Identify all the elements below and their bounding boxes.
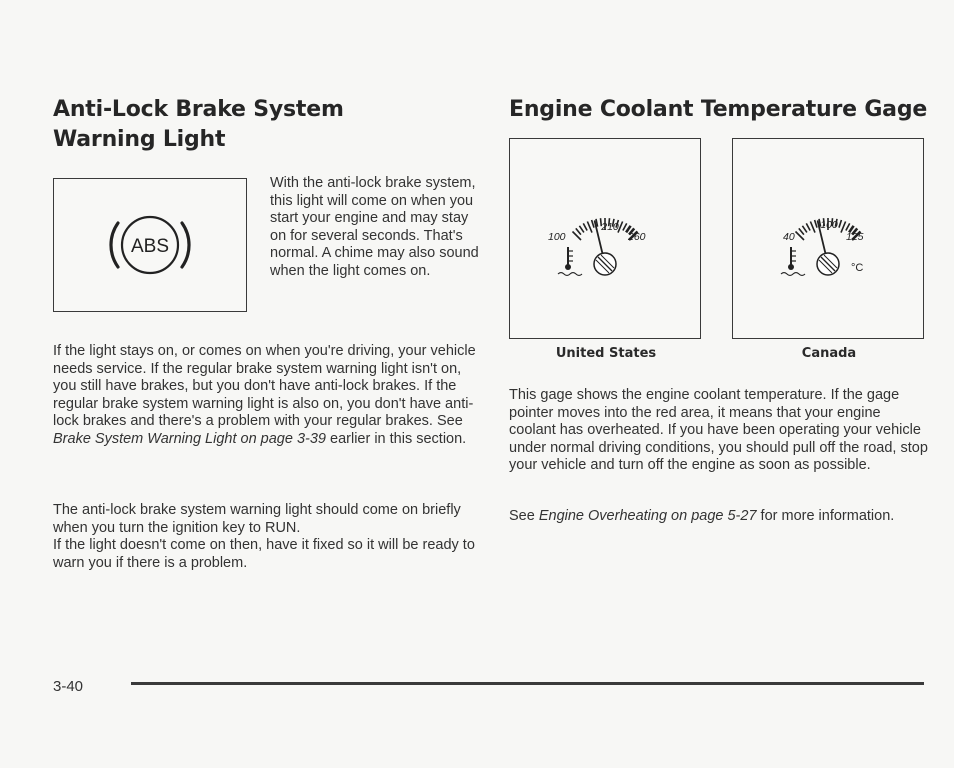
coolant-paragraph-2-end: for more information.: [756, 508, 895, 524]
coolant-gage-canada-dial: [733, 139, 923, 338]
gage-high-label: 260: [628, 231, 646, 243]
gage-low-label: 40: [783, 231, 795, 243]
gage-tick: [799, 228, 804, 234]
abs-paragraph-1-end: earlier in this section.: [325, 430, 467, 447]
abs-warning-light-figure: [53, 178, 247, 312]
abs-paragraph-1-text: If the light stays on, or comes on when you're driving, your vehicle needs service. If the regular brake system warning light isn't on, you still have brakes, but you don't have anti-lock brakes. If the regular brake system warning light is also on, you don't have anti-lock brakes and there's a problem with your regular brakes. See: [53, 343, 476, 430]
thermometer-icon: [781, 247, 805, 276]
gage-mid-label: 100: [820, 219, 838, 231]
gage-high-label: 125: [846, 231, 864, 243]
abs-paragraph-2-line-1: The anti-lock brake system warning light should come on briefly when you turn the ignition key to RUN.: [53, 502, 461, 536]
gage-tick: [839, 220, 841, 228]
coolant-gage-canada: [732, 138, 924, 339]
gage-tick: [802, 226, 807, 233]
abs-paragraph-2: [53, 502, 478, 572]
gage-hub: [594, 253, 616, 275]
coolant-paragraph-2-prefix: See: [509, 508, 539, 524]
gage-hub: [817, 253, 839, 275]
gage-tick: [576, 228, 581, 234]
gage-caption-canada: Canada: [801, 346, 857, 361]
coolant-paragraph-1: This gage shows the engine coolant temperature. If the gage pointer moves into the red area, it means that your engine coolant has overheated. If you have been operating your vehicle under normal driving conditions, you should pull off the road, stop your vehicle and turn off the engine as soon as possible.: [509, 387, 928, 474]
brake-warning-reference: Brake System Warning Light on page 3-39: [53, 430, 326, 447]
thermometer-icon: [558, 247, 582, 276]
page-number: 3-40: [53, 678, 84, 695]
abs-section-heading: Anti-Lock Brake System Warning Light: [53, 97, 344, 152]
coolant-section-heading: Engine Coolant Temperature Gage: [509, 97, 928, 122]
celsius-unit-label: °C: [851, 262, 864, 274]
gage-tick: [806, 223, 810, 230]
abs-paragraph-2-line-2: If the light doesn't come on then, have it fixed so it will be ready to warn you if there is a problem.: [53, 537, 475, 571]
gage-tick: [623, 223, 627, 230]
gage-tick: [583, 223, 587, 230]
gage-low-label: 100: [548, 231, 566, 243]
engine-overheating-reference: Engine Overheating on page 5-27: [538, 508, 757, 524]
gage-tick: [592, 220, 594, 228]
gage-tick: [841, 222, 846, 233]
footer-rule: [131, 682, 924, 685]
abs-intro-text: With the anti-lock brake system, this light will come on when you start your engine and may stay on for several seconds. That's normal. A chime may also sound when the light comes on.: [270, 175, 479, 279]
coolant-gage-us-dial: [510, 139, 700, 338]
gage-tick: [846, 223, 850, 230]
abs-warning-icon: [54, 179, 246, 311]
coolant-paragraph-2: [509, 508, 929, 526]
gage-caption-us: United States: [555, 346, 657, 361]
gage-tick: [579, 226, 584, 233]
abs-icon-label: ABS: [130, 236, 170, 257]
gage-tick: [815, 220, 817, 228]
gage-mid-label: 210: [601, 221, 619, 233]
gage-tick: [587, 222, 592, 233]
coolant-gage-us: [509, 138, 701, 339]
abs-paragraph-1: [53, 343, 478, 449]
gage-tick: [810, 222, 815, 233]
